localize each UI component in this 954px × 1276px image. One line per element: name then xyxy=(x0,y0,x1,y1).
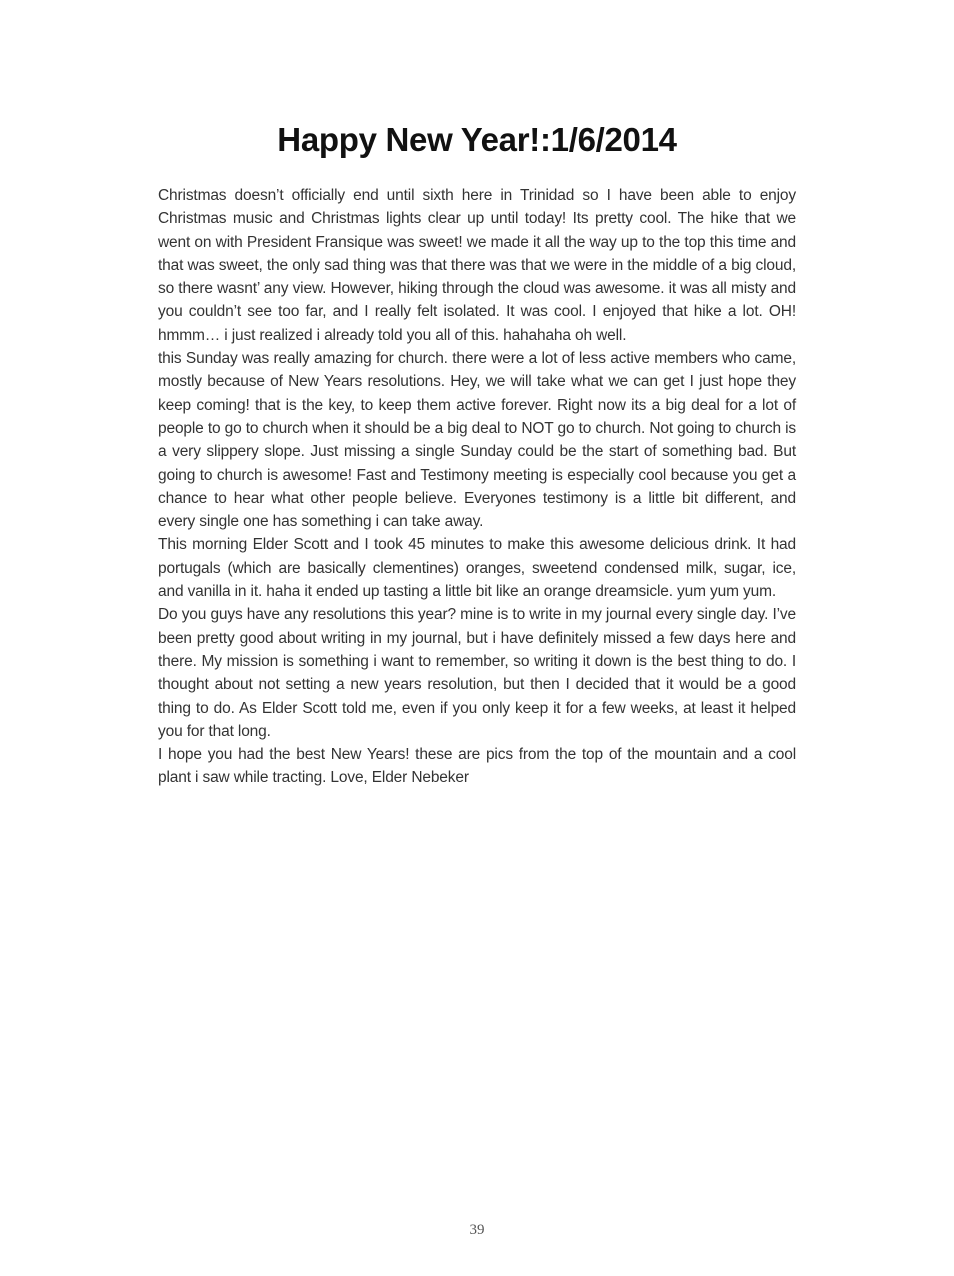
paragraph-sunday-church: this Sunday was really amazing for church. there were a lot of less active members who came, mostly because of New Years resolutions. Hey, we will take what we can get I just hope they keep coming! that is the key, to keep them active forever. Right now its a big deal for a lot of people to go to church when it should be a big deal to NOT go to church. Not going to church is a very slippery slope. Just missing a single Sunday could be the start of something bad. But going to church is awesome! Fast and Testimony meeting is especially cool because you get a chance to hear what other people believe. Everyones testimony is a little bit different, and every single one has something i can take away. xyxy=(158,350,796,531)
paragraph-closing: I hope you had the best New Years! these are pics from the top of the mountain and a cool plant i saw while tracting. Love, Elder Nebeker xyxy=(158,746,796,787)
paragraph-drink: This morning Elder Scott and I took 45 minutes to make this awesome delicious drink. It had portugals (which are basically clementines) oranges, sweetend condensed milk, sugar, ice, and vanilla in it. haha it ended up tasting a little bit like an orange dreamsicle. yum yum yum. xyxy=(158,536,796,601)
page-title: Happy New Year!:1/6/2014 xyxy=(277,121,677,158)
page-number: 39 xyxy=(469,1222,485,1238)
article-body xyxy=(158,184,796,790)
paragraph-christmas-hike: Christmas doesn’t officially end until sixth here in Trinidad so I have been able to enjoy Christmas music and Christmas lights clear up until today! Its pretty cool. The hike that we went on with President Fransique was sweet! we made it all the way up to the top this time and that was sweet, the only sad thing was that there was that we were in the middle of a big cloud, so there wasnt’ any view. However, hiking through the cloud was awesome. it was all misty and you couldn’t see too far, and I really felt isolated. It was cool. I enjoyed that hike a lot. OH! hmmm… i just realized i already told you all of this. hahahaha oh well. xyxy=(158,187,796,344)
paragraph-resolutions: Do you guys have any resolutions this year? mine is to write in my journal every single day. I’ve been pretty good about writing in my journal, but i have definitely missed a few days here and there. My mission is something i want to remember, so writing it down is the best thing to do. I thought about not setting a new years resolution, but then I decided that it would be a good thing to do. As Elder Scott told me, even if you only keep it for a few weeks, at least it helped you for that long. xyxy=(158,606,796,740)
